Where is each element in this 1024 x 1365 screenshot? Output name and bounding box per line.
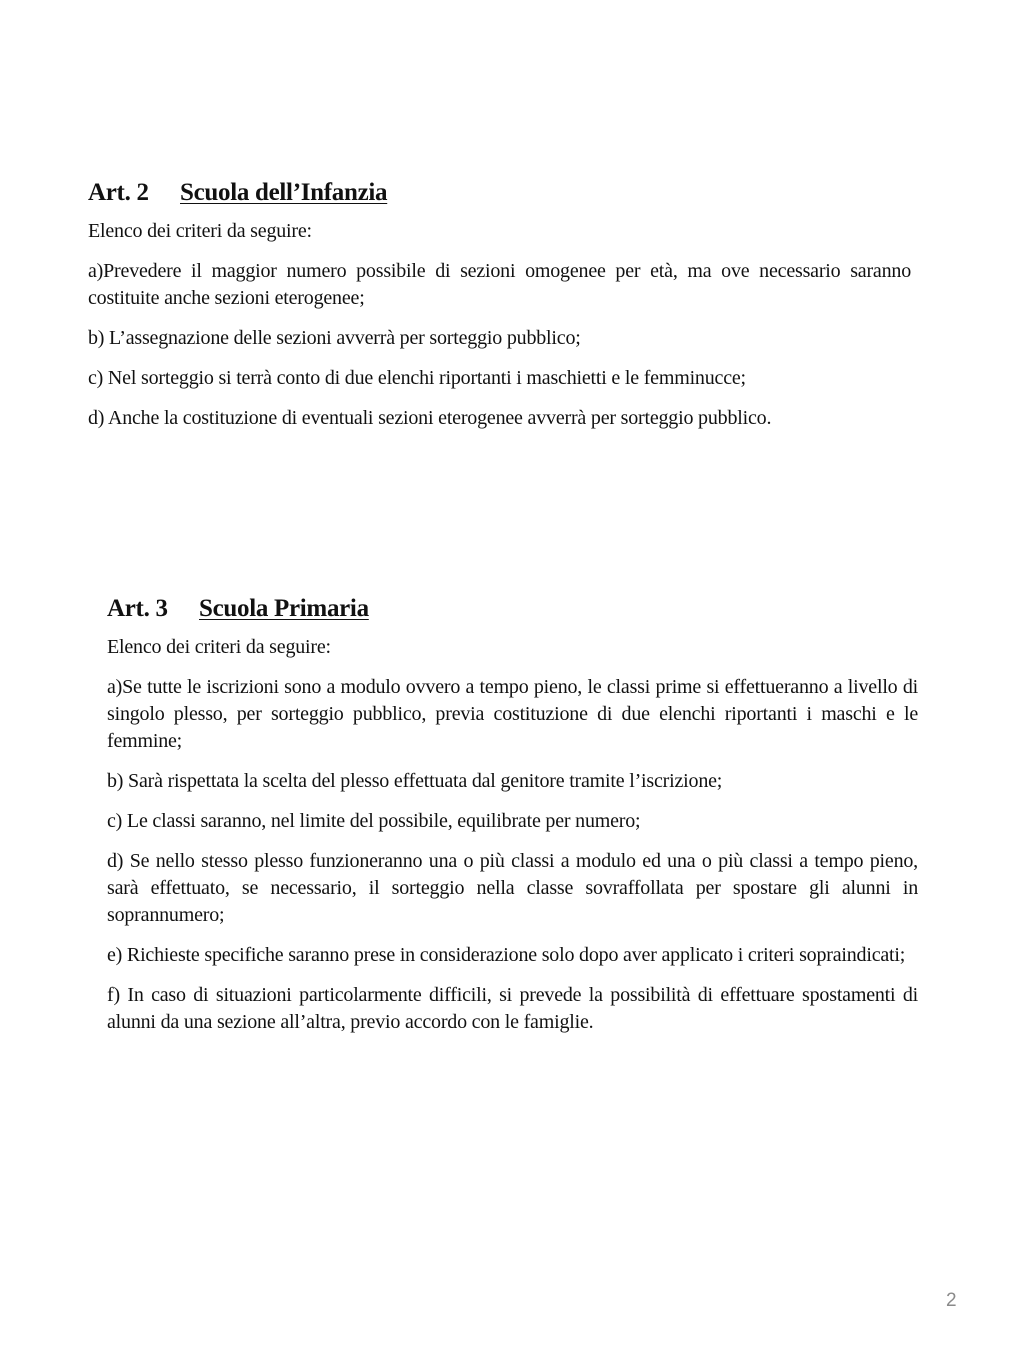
article-number: Art. 3	[107, 595, 168, 622]
article-3	[107, 592, 918, 1049]
criterion-item: a)Prevedere il maggior numero possibile di sezioni omogenee per età, ma ove necessario saranno costituite anche sezioni eterogenee;	[88, 260, 911, 309]
article-intro: Elenco dei criteri da seguire:	[107, 636, 331, 658]
article-heading	[88, 176, 911, 210]
criterion-item: f) In caso di situazioni particolarmente difficili, si prevede la possibilità di effettuare spostamenti di alunni da una sezione all’altra, previo accordo con le famiglie.	[107, 984, 918, 1033]
criterion-item: e) Richieste specifiche saranno prese in considerazione solo dopo aver applicato i criteri sopraindicati;	[107, 944, 906, 966]
article-title: Scuola dell’Infanzia	[180, 179, 388, 206]
article-intro: Elenco dei criteri da seguire:	[88, 220, 312, 242]
criterion-item: b) Sarà rispettata la scelta del plesso effettuata dal genitore tramite l’iscrizione;	[107, 770, 723, 792]
criterion-item: b) L’assegnazione delle sezioni avverrà per sorteggio pubblico;	[88, 327, 581, 349]
article-number: Art. 2	[88, 179, 149, 206]
article-title: Scuola Primaria	[199, 595, 369, 622]
article-2	[88, 176, 911, 445]
criterion-item: c) Le classi saranno, nel limite del possibile, equilibrate per numero;	[107, 810, 641, 832]
criterion-item: d) Se nello stesso plesso funzioneranno una o più classi a modulo ed una o più classi a tempo pieno, sarà effettuato, se necessario, il sorteggio nella classe sovraffollata per spostare gli alunni in soprannumero;	[107, 850, 918, 926]
criterion-item: a)Se tutte le iscrizioni sono a modulo ovvero a tempo pieno, le classi prime si effettueranno a livello di singolo plesso, per sorteggio pubblico, previa costituzione di due elenchi riportanti i maschi e le femmine;	[107, 676, 918, 752]
article-heading	[107, 592, 918, 626]
page-number: 2	[946, 1290, 957, 1311]
criterion-item: d) Anche la costituzione di eventuali sezioni eterogenee avverrà per sorteggio pubblico.	[88, 407, 772, 429]
criterion-item: c) Nel sorteggio si terrà conto di due elenchi riportanti i maschietti e le femminucce;	[88, 367, 746, 389]
